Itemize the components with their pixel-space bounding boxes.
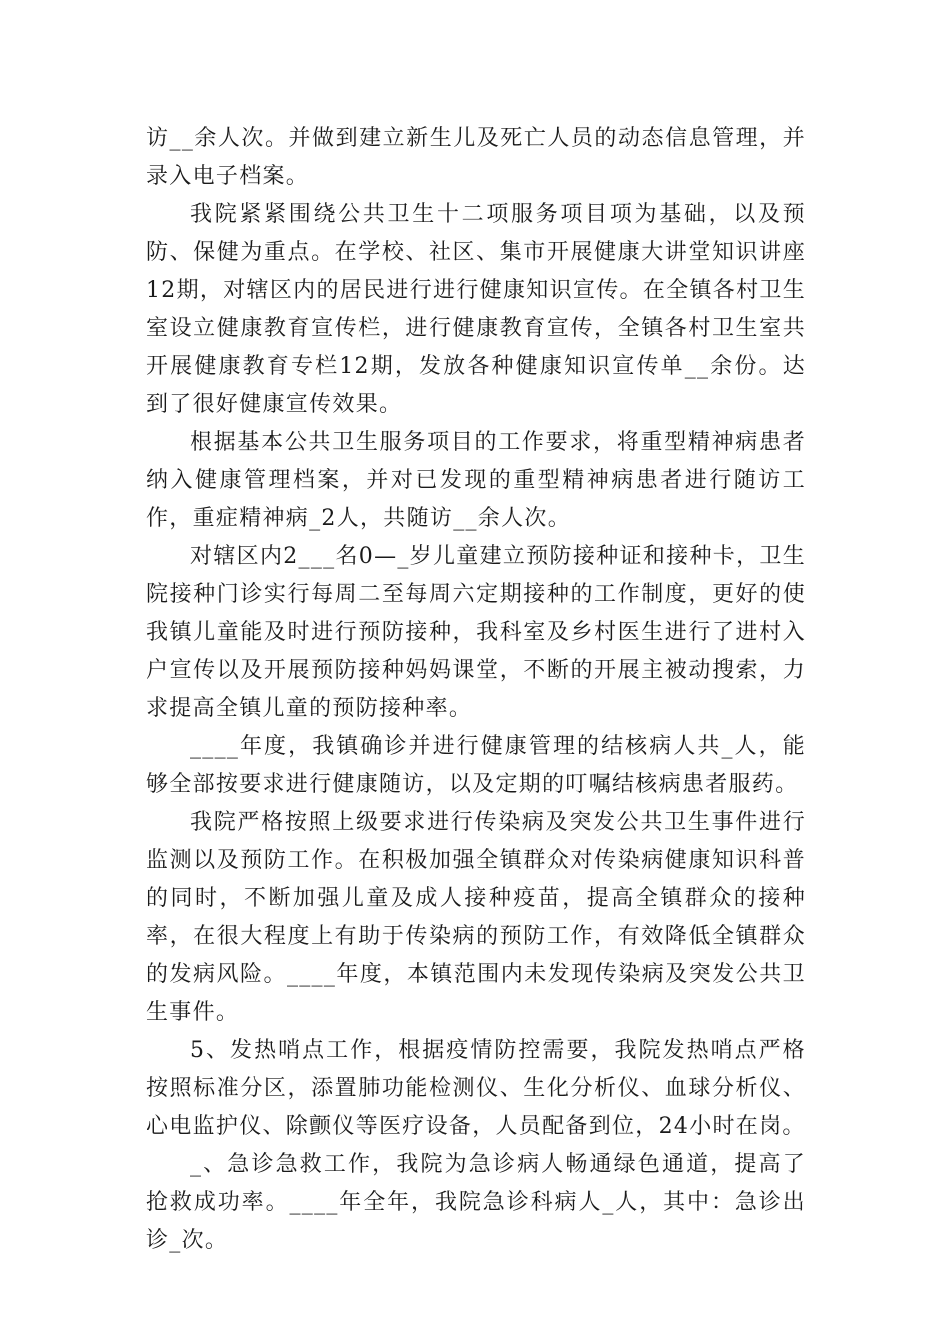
paragraph-5: ____年度，我镇确诊并进行健康管理的结核病人共_人，能够全部按要求进行健康随访，以及定期的叮嘱结核病患者服药。 bbox=[146, 734, 806, 797]
document-body bbox=[146, 120, 806, 1260]
paragraph-4: 对辖区内2___名0—_岁儿童建立预防接种证和接种卡，卫生院接种门诊实行每周二至每周六定期接种的工作制度，更好的使我镇儿童能及时进行预防接种，我科室及乡村医生进行了进村入户宣传以及开展预防接种妈妈课堂，不断的开展主被动搜索，力求提高全镇儿童的预防接种率。 bbox=[146, 544, 806, 721]
paragraph-6: 我院严格按照上级要求进行传染病及突发公共卫生事件进行监测以及预防工作。在积极加强全镇群众对传染病健康知识科普的同时，不断加强儿童及成人接种疫苗，提高全镇群众的接种率，在很大程度上有助于传染病的预防工作，有效降低全镇群众的发病风险。____年度，本镇范围内未发现传染病及突发公共卫生事件。 bbox=[146, 810, 806, 1025]
paragraph-2: 我院紧紧围绕公共卫生十二项服务项目项为基础，以及预防、保健为重点。在学校、社区、集市开展健康大讲堂知识讲座12期，对辖区内的居民进行进行健康知识宣传。在全镇各村卫生室设立健康教育宣传栏，进行健康教育宣传，全镇各村卫生室共开展健康教育专栏12期，发放各种健康知识宣传单__余份。达到了很好健康宣传效果。 bbox=[146, 202, 806, 417]
paragraph-7: 5、发热哨点工作，根据疫情防控需要，我院发热哨点严格按照标准分区，添置肺功能检测仪、生化分析仪、血球分析仪、心电监护仪、除颤仪等医疗设备，人员配备到位，24小时在岗。 bbox=[146, 1038, 806, 1139]
paragraph-3: 根据基本公共卫生服务项目的工作要求，将重型精神病患者纳入健康管理档案，并对已发现的重型精神病患者进行随访工作，重症精神病_2人，共随访__余人次。 bbox=[146, 430, 806, 531]
paragraph-8: _、急诊急救工作，我院为急诊病人畅通绿色通道，提高了抢救成功率。____年全年，我院急诊科病人_人，其中：急诊出诊_次。 bbox=[146, 1152, 806, 1253]
paragraph-1: 访__余人次。并做到建立新生儿及死亡人员的动态信息管理，并录入电子档案。 bbox=[146, 126, 806, 189]
